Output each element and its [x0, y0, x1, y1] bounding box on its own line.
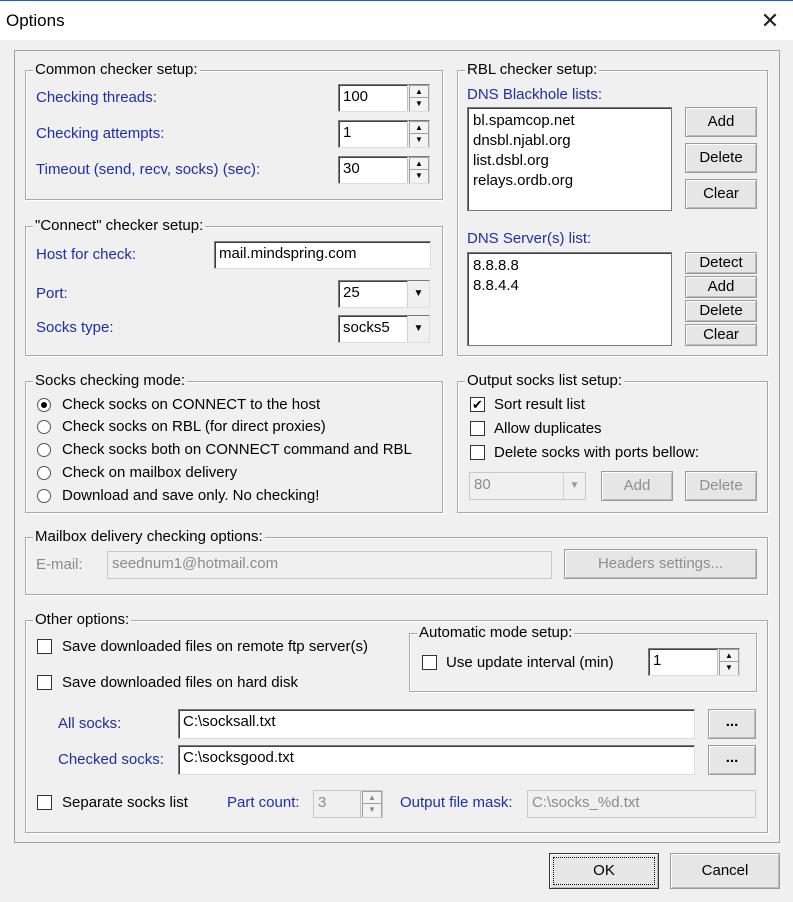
mode-option-label: Check socks on RBL (for direct proxies)	[62, 418, 326, 435]
port-delete-button[interactable]: Delete	[685, 471, 757, 501]
radio-icon[interactable]	[37, 489, 51, 503]
mode-option-label: Check socks on CONNECT to the host	[62, 396, 321, 413]
automatic-mode-legend: Automatic mode setup:	[419, 624, 573, 641]
radio-selected-icon[interactable]	[37, 398, 51, 412]
threads-label: Checking threads:	[36, 89, 157, 106]
separate-list-label: Separate socks list	[62, 794, 188, 811]
radio-icon[interactable]	[37, 443, 51, 457]
list-item[interactable]: bl.spamcop.net	[473, 112, 575, 129]
allow-duplicates-label: Allow duplicates	[494, 420, 602, 437]
radio-icon[interactable]	[37, 466, 51, 480]
chevron-down-icon[interactable]: ▼	[407, 316, 429, 342]
mode-option-label: Check socks both on CONNECT command and RBL	[62, 441, 412, 458]
dns-delete-button[interactable]: Delete	[685, 300, 757, 322]
all-socks-browse-button[interactable]: ...	[708, 709, 756, 739]
dns-server-list[interactable]	[467, 252, 672, 346]
socks-type-label: Socks type:	[36, 319, 114, 336]
host-input[interactable]: mail.mindspring.com	[214, 241, 431, 269]
checkbox-checked-icon[interactable]: ✔	[470, 397, 485, 412]
dns-add-button[interactable]: Add	[685, 276, 757, 298]
threads-input[interactable]: 100 ▲ ▼	[338, 84, 430, 112]
list-item[interactable]: relays.ordb.org	[473, 172, 574, 189]
all-socks-label: All socks:	[58, 715, 122, 732]
attempts-label: Checking attempts:	[36, 125, 165, 142]
output-list-legend: Output socks list setup:	[467, 372, 623, 389]
port-select[interactable]: 25 ▼	[338, 280, 430, 308]
part-count-label: Part count:	[227, 794, 300, 811]
checkbox-icon[interactable]	[422, 655, 437, 670]
spin-down-icon[interactable]: ▼	[409, 169, 429, 184]
rbl-checker-legend: RBL checker setup:	[467, 61, 598, 78]
mailbox-options-legend: Mailbox delivery checking options:	[35, 528, 263, 545]
dns-clear-button[interactable]: Clear	[685, 324, 757, 346]
chevron-down-icon[interactable]: ▼	[407, 281, 429, 307]
checked-socks-label: Checked socks:	[58, 751, 164, 768]
checked-socks-browse-button[interactable]: ...	[708, 745, 756, 775]
checkbox-icon[interactable]	[470, 421, 485, 436]
blackhole-delete-button[interactable]: Delete	[685, 143, 757, 173]
mode-option-label: Check on mailbox delivery	[62, 464, 238, 481]
ok-button[interactable]	[549, 853, 659, 889]
close-icon[interactable]: ✕	[760, 8, 780, 33]
attempts-spinner[interactable]	[407, 121, 429, 147]
sort-result-label: Sort result list	[494, 396, 585, 413]
spin-up-icon[interactable]: ▲	[409, 121, 429, 136]
file-mask-label: Output file mask:	[400, 794, 513, 811]
spin-up-icon[interactable]: ▲	[362, 791, 382, 806]
timeout-label: Timeout (send, recv, socks) (sec):	[36, 161, 261, 178]
email-input[interactable]: seednum1@hotmail.com	[107, 551, 552, 579]
headers-settings-button[interactable]: Headers settings...	[564, 549, 757, 579]
save-ftp-label: Save downloaded files on remote ftp server(s)	[62, 638, 368, 655]
checked-socks-input[interactable]: C:\socksgood.txt	[178, 745, 695, 775]
connect-checker-legend: "Connect" checker setup:	[35, 217, 204, 234]
checkbox-icon[interactable]	[37, 675, 52, 690]
list-item[interactable]: dnsbl.njabl.org	[473, 132, 571, 149]
list-item[interactable]: list.dsbl.org	[473, 152, 549, 169]
socks-type-select[interactable]: socks5 ▼	[338, 315, 430, 343]
spin-up-icon[interactable]: ▲	[409, 157, 429, 172]
port-threshold-select[interactable]: 80 ▼	[469, 472, 586, 500]
ok-button-label: OK	[553, 857, 655, 885]
list-item[interactable]: 8.8.8.8	[473, 257, 519, 274]
part-count-spinner[interactable]	[360, 791, 382, 817]
dns-detect-button[interactable]: Detect	[685, 252, 757, 274]
checkbox-icon[interactable]	[37, 795, 52, 810]
delete-ports-label: Delete socks with ports bellow:	[494, 444, 700, 461]
blackhole-label: DNS Blackhole lists:	[467, 86, 603, 103]
port-label: Port:	[36, 285, 68, 302]
checkbox-icon[interactable]	[470, 445, 485, 460]
list-item[interactable]: 8.8.4.4	[473, 277, 519, 294]
host-label: Host for check:	[36, 246, 137, 263]
chevron-down-icon[interactable]: ▼	[563, 473, 585, 499]
use-interval-label: Use update interval (min)	[446, 654, 614, 671]
spin-down-icon[interactable]: ▼	[362, 803, 382, 818]
title-bar	[0, 0, 793, 40]
spin-up-icon[interactable]: ▲	[409, 85, 429, 100]
spin-down-icon[interactable]: ▼	[409, 97, 429, 112]
checking-mode-legend: Socks checking mode:	[35, 372, 186, 389]
save-disk-label: Save downloaded files on hard disk	[62, 674, 298, 691]
spin-up-icon[interactable]: ▲	[719, 649, 739, 664]
part-count-input[interactable]: 3 ▲ ▼	[313, 790, 383, 818]
cancel-button[interactable]: Cancel	[670, 853, 780, 889]
spin-down-icon[interactable]: ▼	[409, 133, 429, 148]
timeout-spinner[interactable]	[407, 157, 429, 183]
dns-server-label: DNS Server(s) list:	[467, 230, 592, 247]
interval-input[interactable]: 1 ▲ ▼	[648, 648, 740, 676]
attempts-input[interactable]: 1 ▲ ▼	[338, 120, 430, 148]
blackhole-clear-button[interactable]: Clear	[685, 179, 757, 209]
all-socks-input[interactable]: C:\socksall.txt	[178, 709, 695, 739]
radio-icon[interactable]	[37, 420, 51, 434]
mode-option-label: Download and save only. No checking!	[62, 487, 320, 504]
common-checker-legend: Common checker setup:	[35, 61, 198, 78]
other-options-legend: Other options:	[35, 611, 130, 628]
spin-down-icon[interactable]: ▼	[719, 661, 739, 676]
timeout-input[interactable]: 30 ▲ ▼	[338, 156, 430, 184]
window-title: Options	[6, 11, 65, 30]
blackhole-list[interactable]	[467, 107, 672, 211]
threads-spinner[interactable]	[407, 85, 429, 111]
email-label: E-mail:	[36, 556, 83, 573]
checkbox-icon[interactable]	[37, 639, 52, 654]
blackhole-add-button[interactable]: Add	[685, 107, 757, 137]
interval-spinner[interactable]	[717, 649, 739, 675]
port-add-button[interactable]: Add	[601, 471, 673, 501]
file-mask-input[interactable]: C:\socks_%d.txt	[527, 790, 756, 818]
